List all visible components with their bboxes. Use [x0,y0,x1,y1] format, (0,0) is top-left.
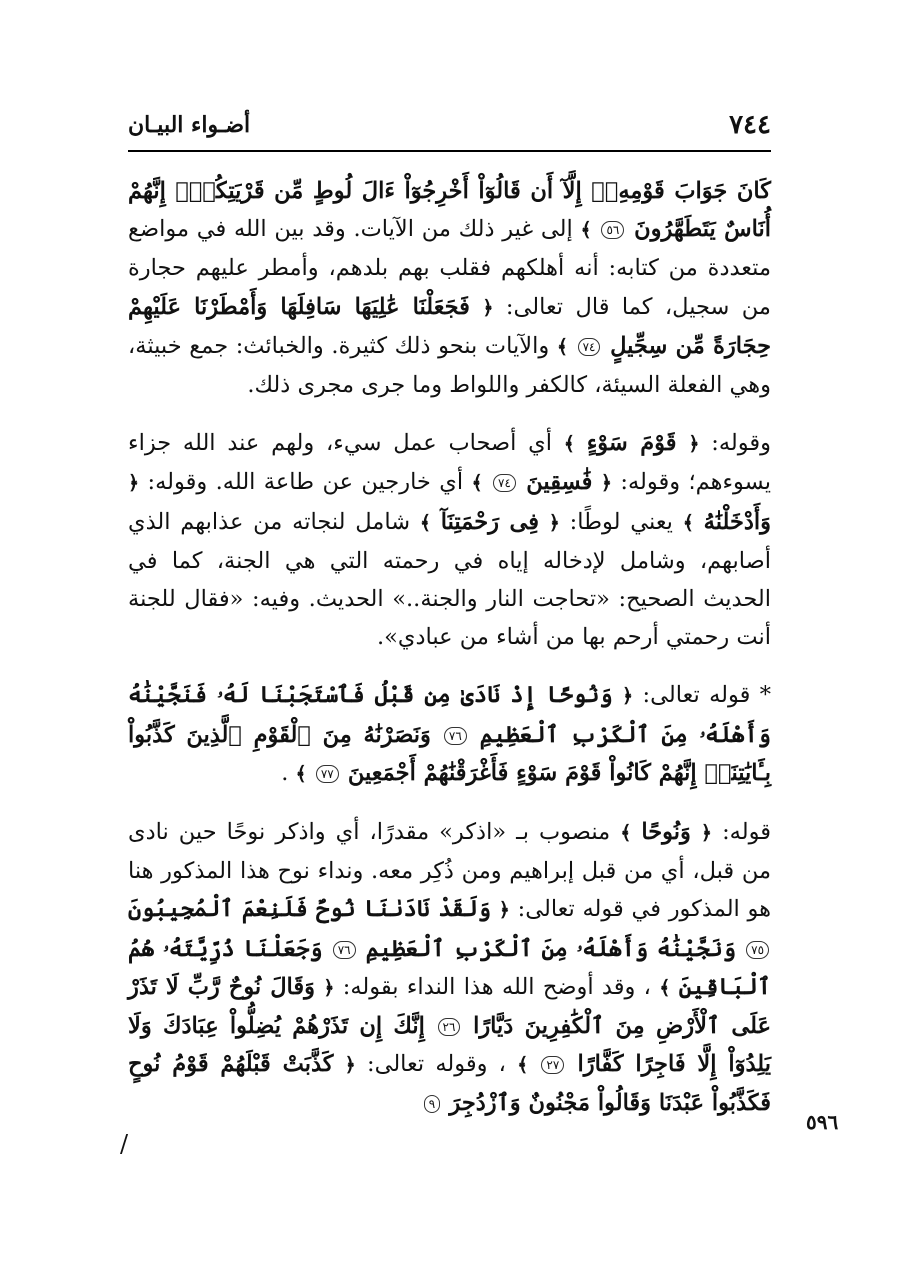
page-body [128,172,771,1123]
open-bracket-ornament: ﴿ [688,433,700,456]
quran-quote: وَلَقَدْ نَادَىٰنَا نُوحٌ فَلَنِعْمَ ٱلْمُجِيبُونَ [128,896,492,923]
quran-quote: كَذَّبَتْ قَبْلَهُمْ قَوْمُ نُوحٍ فَكَذَّبُواْ عَبْدَنَا وَقَالُواْ مَجْنُونٌ وَٱزْدُجِرَ [128,1051,771,1117]
close-bracket-ornament: ﴾ [556,335,568,358]
ayah-number: ٧٦ [444,727,467,745]
book-title: أضـواء البيـان [128,112,251,138]
margin-page-number: ٥٩٦ [806,1110,839,1134]
quran-quote: وَنُوحًا [641,819,691,846]
page-number: ٧٤٤ [729,110,771,140]
page-header [128,108,771,148]
ayah-number: ٥٦ [601,221,624,239]
body-text: قوله تعالى: [642,682,751,709]
ayah-number: ٢٦ [438,1018,461,1036]
paragraph-3 [128,676,771,793]
open-bracket-ornament: ﴿ [323,976,335,999]
section-star: * [759,682,771,709]
paragraph-1 [128,172,771,404]
body-text: ، وقوله تعالى: [366,1051,506,1078]
close-bracket-ornament: ﴾ [620,822,632,845]
body-text: والآيات بنحو ذلك كثيرة. والخبائث: جمع خبيثة، وهي الفعلة السيئة، كالكفر واللواط وما جرى مجرى ذلك. [128,332,771,399]
quran-quote: وَنُوحًا إِذْ نَادَىٰ مِن قَبْلُ فَٱسْتَجَبْنَا لَهُۥ فَنَجَّيْنَٰهُ وَأَهْلَهُۥ مِنَ ٱلْكَرْبِ ٱلْعَظِيمِ [128,682,771,748]
close-bracket-ornament: ﴾ [659,976,671,999]
paragraph-4 [128,813,771,1123]
body-text: إلى غير ذلك من الآيات. وقد بين الله في مواضع متعددة من كتابه: أنه أهلكهم فقلب بهم بلدهم، وأمطر عليهم حجارة من سجيل، كما قال تعالى: [128,216,771,320]
close-bracket-ornament: ﴾ [517,1054,529,1077]
open-bracket-ornament: ﴿ [600,472,612,495]
quran-quote: وَقَالَ نُوحٌ رَّبِّ لَا تَذَرْ عَلَى ٱلْأَرْضِ مِنَ ٱلْكَٰفِرِينَ دَيَّارًا [128,973,772,1040]
body-text: أي أصحاب عمل سيء، ولهم عند الله جزاء يسوءهم؛ وقوله: [128,430,772,496]
continuation-slash: / [120,1130,129,1158]
quran-quote: قَوْمَ سَوْءٍ [586,430,677,457]
quran-quote: إِنَّكَ إِن تَذَرْهُمْ يُضِلُّواْ عِبَادَكَ وَلَا يَلِدُوٓاْ إِلَّا فَاجِرًا كَفَّارًا [128,1013,771,1078]
body-text: منصوب بـ «اذكر» مقدرًا، أي واذكر نوحًا حين نادى من قبل، أي من قبل إبراهيم ومن ذُكِر معه. ونداء نوح هذا المذكور هنا هو المذكور في قوله تعالى: [128,819,771,923]
ayah-number: ٧٥ [746,941,769,959]
body-text: أي خارجين عن طاعة الله. وقوله: [147,469,464,496]
body-text: وقوله: [711,430,771,457]
quran-quote: فَٰسِقِينَ [526,469,593,496]
open-bracket-ornament: ﴿ [128,472,140,495]
quran-quote: وَنَصَرْنَٰهُ مِنَ ٱلْقَوْمِ ٱلَّذِينَ كَذَّبُواْ بِـَٔايَٰتِنَآۚ إِنَّهُمْ كَانُواْ قَوْمَ سَوْءٍ فَأَغْرَقْنَٰهُمْ أَجْمَعِينَ [128,721,771,786]
close-bracket-ornament: ﴾ [295,762,307,785]
open-bracket-ornament: ﴿ [498,899,510,922]
close-bracket-ornament: ﴾ [563,433,575,456]
body-text: شامل لنجاته من عذابهم الذي أصابهم، وشامل لإدخاله إياه في رحمته التي هي الجنة، كما في الحديث الصحيح: «تحاجت النار والجنة..» الحديث. وفيه: «فقال للجنة أنت رحمتي أرحم بها من أشاء من عبادي». [128,508,771,651]
paragraph-2 [128,424,771,656]
body-text: . [281,759,289,786]
open-bracket-ornament: ﴿ [344,1054,356,1077]
ayah-number: ٩ [424,1095,440,1113]
ayah-number: ٧٤ [493,474,516,492]
close-bracket-ornament: ﴾ [419,511,431,534]
open-bracket-ornament: ﴿ [700,822,713,845]
close-bracket-ornament: ﴾ [682,511,694,534]
open-bracket-ornament: ﴿ [548,511,560,534]
quran-quote: كَانَ جَوَابَ قَوْمِهِۦٓ إِلَّآ أَن قَالُوٓاْ أَخْرِجُوٓاْ ءَالَ لُوطٍ مِّن قَرْيَتِكُمْۖ إِنَّهُمْ أُنَاسٌ يَتَطَهَّرُونَ [128,178,772,243]
quran-quote: وَأَدْخَلْنَٰهُ [703,508,771,535]
quran-quote: وَجَعَلْنَا ذُرِّيَّتَهُۥ هُمُ ٱلْبَاقِينَ [128,935,771,1000]
close-bracket-ornament: ﴾ [471,472,483,495]
ayah-number: ٧٧ [316,765,339,783]
quran-quote: وَنَجَّيْنَٰهُ وَأَهْلَهُۥ مِنَ ٱلْكَرْبِ ٱلْعَظِيمِ [365,935,737,962]
header-rule [128,150,771,152]
quran-quote: فَجَعَلْنَا عَٰلِيَهَا سَافِلَهَا وَأَمْطَرْنَا عَلَيْهِمْ حِجَارَةً مِّن سِجِّيلٍ [128,293,772,359]
quran-quote: فِى رَحْمَتِنَآ [440,508,539,535]
ayah-number: ٧٦ [333,941,356,959]
open-bracket-ornament: ﴿ [622,685,634,708]
close-bracket-ornament: ﴾ [580,219,592,242]
open-bracket-ornament: ﴿ [482,296,494,319]
ayah-number: ٢٧ [541,1056,564,1074]
body-text: قوله: [722,819,771,846]
body-text: ، وقد أوضح الله هذا النداء بقوله: [342,973,651,1000]
ayah-number: ٧٤ [578,338,601,356]
body-text: يعني لوطًا: [569,508,673,535]
